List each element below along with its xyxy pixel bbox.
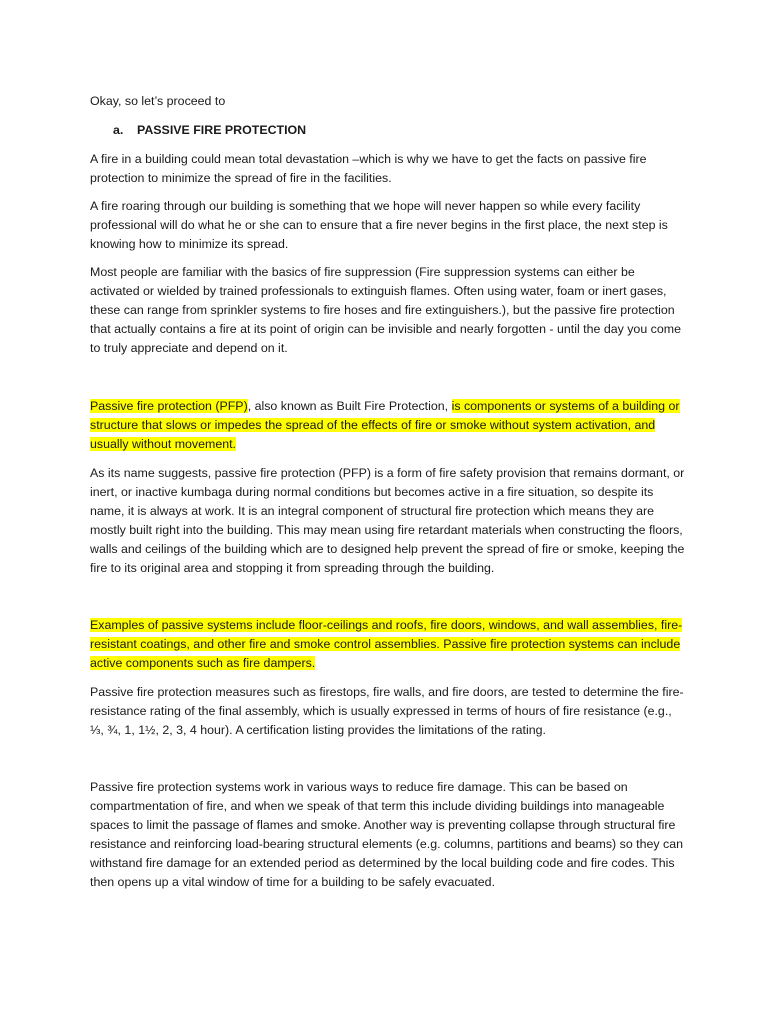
paragraph-7: Passive fire protection measures such as firestops, fire walls, and fire doors, are tested to determine the fire-resistance rating of the final assembly, which is usually expressed in terms of hours of fire resistance (e.g., ⅓, ¾, 1, 1½, 2, 3, 4 hour). A certification listing provides the limitations of the rating. [90,685,684,737]
paragraph-5: As its name suggests, passive fire protection (PFP) is a form of fire safety provision that remains dormant, or inert, or inactive kumbaga during normal conditions but becomes active in a fire situation, so despite its name, it is always at work. It is an integral component of structural fire protection which means they are mostly built right into the building. This may mean using fire retardant materials when constructing the floors, walls and ceilings of the building which are to designed help prevent the spread of fire or smoke, keeping the fire to its original area and stopping it from spreading through the building. [90,466,685,575]
section-heading [113,121,673,140]
definition-plain-text: , also known as Built Fire Protection, [247,399,452,413]
intro-line: Okay, so let’s proceed to [90,94,226,108]
paragraph-3: Most people are familiar with the basics of fire suppression (Fire suppression systems can either be activated or wielded by trained professionals to extinguish flames. Often using water, foam or inert gases, these can range from sprinkler systems to fire hoses and fire extinguishers.), but the passive fire protection that actually contains a fire at its point of origin can be invisible and nearly forgotten - until the day you come to truly appreciate and depend on it. [90,265,681,355]
paragraph-4-definition [90,397,686,454]
highlight-definition: is components or systems of a building or structure that slows or impedes the spread of the effects of fire or smoke without system activation, and usually without movement. [90,399,680,451]
paragraph-1: A fire in a building could mean total devastation –which is why we have to get the facts on passive fire protection to minimize the spread of fire in the facilities. [90,152,647,185]
highlight-pfp-term: Passive fire protection (PFP) [90,399,248,413]
highlight-examples: Examples of passive systems include floor-ceilings and roofs, fire doors, windows, and wall assemblies, fire-resistant coatings, and other fire and smoke control assemblies. Passive fire protection systems can include active components such as fire dampers. [90,618,683,670]
paragraph-2: A fire roaring through our building is something that we hope will never happen so while every facility professional will do what he or she can to ensure that a fire never begins in the first place, the next step is knowing how to minimize its spread. [90,199,668,251]
heading-title: PASSIVE FIRE PROTECTION [137,123,307,137]
paragraph-8: Passive fire protection systems work in various ways to reduce fire damage. This can be based on compartmentation of fire, and when we speak of that term this include dividing buildings into manageable spaces to limit the passage of flames and smoke. Another way is preventing collapse through structural fire resistance and reinforcing load-bearing structural elements (e.g. columns, partitions and beams) so they can withstand fire damage for an extended period as determined by the local building code and fire codes. This then opens up a vital window of time for a building to be safely evacuated. [90,780,683,889]
heading-number: a. [113,123,124,137]
paragraph-6-examples [90,616,686,673]
